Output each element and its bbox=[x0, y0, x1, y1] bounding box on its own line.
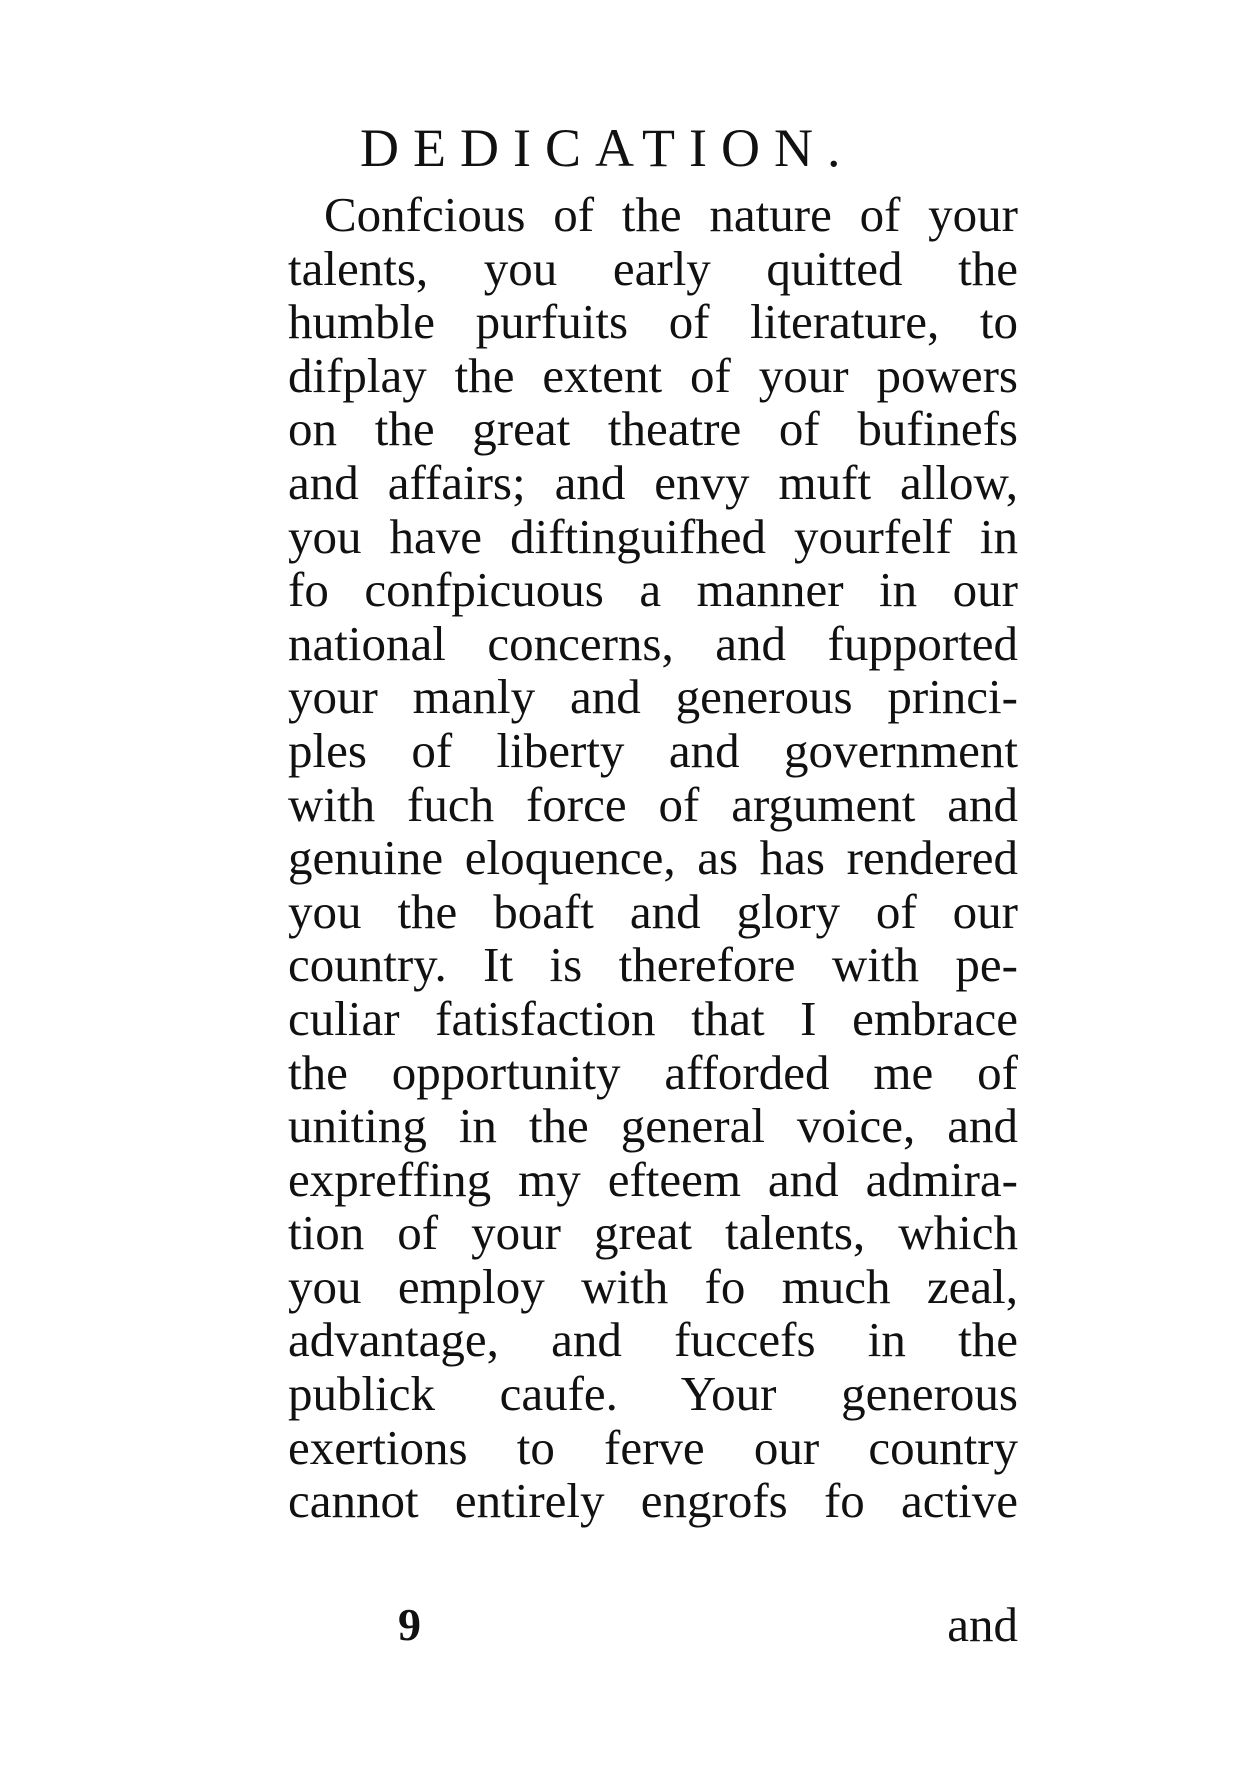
text-line: exertions to ferve our country bbox=[288, 1419, 1018, 1475]
text-line: national concerns, and fupported bbox=[288, 615, 1018, 671]
text-line: country. It is therefore with pe- bbox=[288, 937, 1018, 993]
dedication-text bbox=[288, 188, 1018, 1528]
catchword: and bbox=[947, 1597, 1018, 1652]
text-line: fo confpicuous a manner in our bbox=[288, 562, 1018, 618]
text-line: genuine eloquence, as has rendered bbox=[288, 830, 1018, 886]
text-line: uniting in the general voice, and bbox=[288, 1098, 1018, 1154]
text-line: culiar fatisfaction that I embrace bbox=[288, 990, 1018, 1046]
text-line: ples of liberty and government bbox=[288, 722, 1018, 778]
page-footer bbox=[288, 1595, 1018, 1655]
text-line: the opportunity afforded me of bbox=[288, 1044, 1018, 1100]
text-line: expreffing my efteem and admira- bbox=[288, 1151, 1018, 1207]
text-line: difplay the extent of your powers bbox=[288, 347, 1018, 403]
text-line: humble purfuits of literature, to bbox=[288, 294, 1018, 350]
signature-mark: 9 bbox=[398, 1599, 421, 1650]
text-line: you the boaft and glory of our bbox=[288, 883, 1018, 939]
text-line: you have diftinguifhed yourfelf in bbox=[288, 508, 1018, 564]
text-line: your manly and generous princi- bbox=[288, 669, 1018, 725]
text-line: and affairs; and envy muft allow, bbox=[288, 454, 1018, 510]
text-line: tion of your great talents, which bbox=[288, 1205, 1018, 1261]
text-line: advantage, and fuccefs in the bbox=[288, 1312, 1018, 1368]
text-line: with fuch force of argument and bbox=[288, 776, 1018, 832]
text-line: you employ with fo much zeal, bbox=[288, 1258, 1018, 1314]
page-heading: DEDICATION. bbox=[360, 118, 855, 178]
text-line: talents, you early quitted the bbox=[288, 240, 1018, 296]
text-line: on the great theatre of bufinefs bbox=[288, 401, 1018, 457]
text-line: Confcious of the nature of your bbox=[324, 187, 1018, 242]
text-line: cannot entirely engrofs fo active bbox=[288, 1473, 1018, 1529]
text-line: publick caufe. Your generous bbox=[288, 1366, 1018, 1422]
